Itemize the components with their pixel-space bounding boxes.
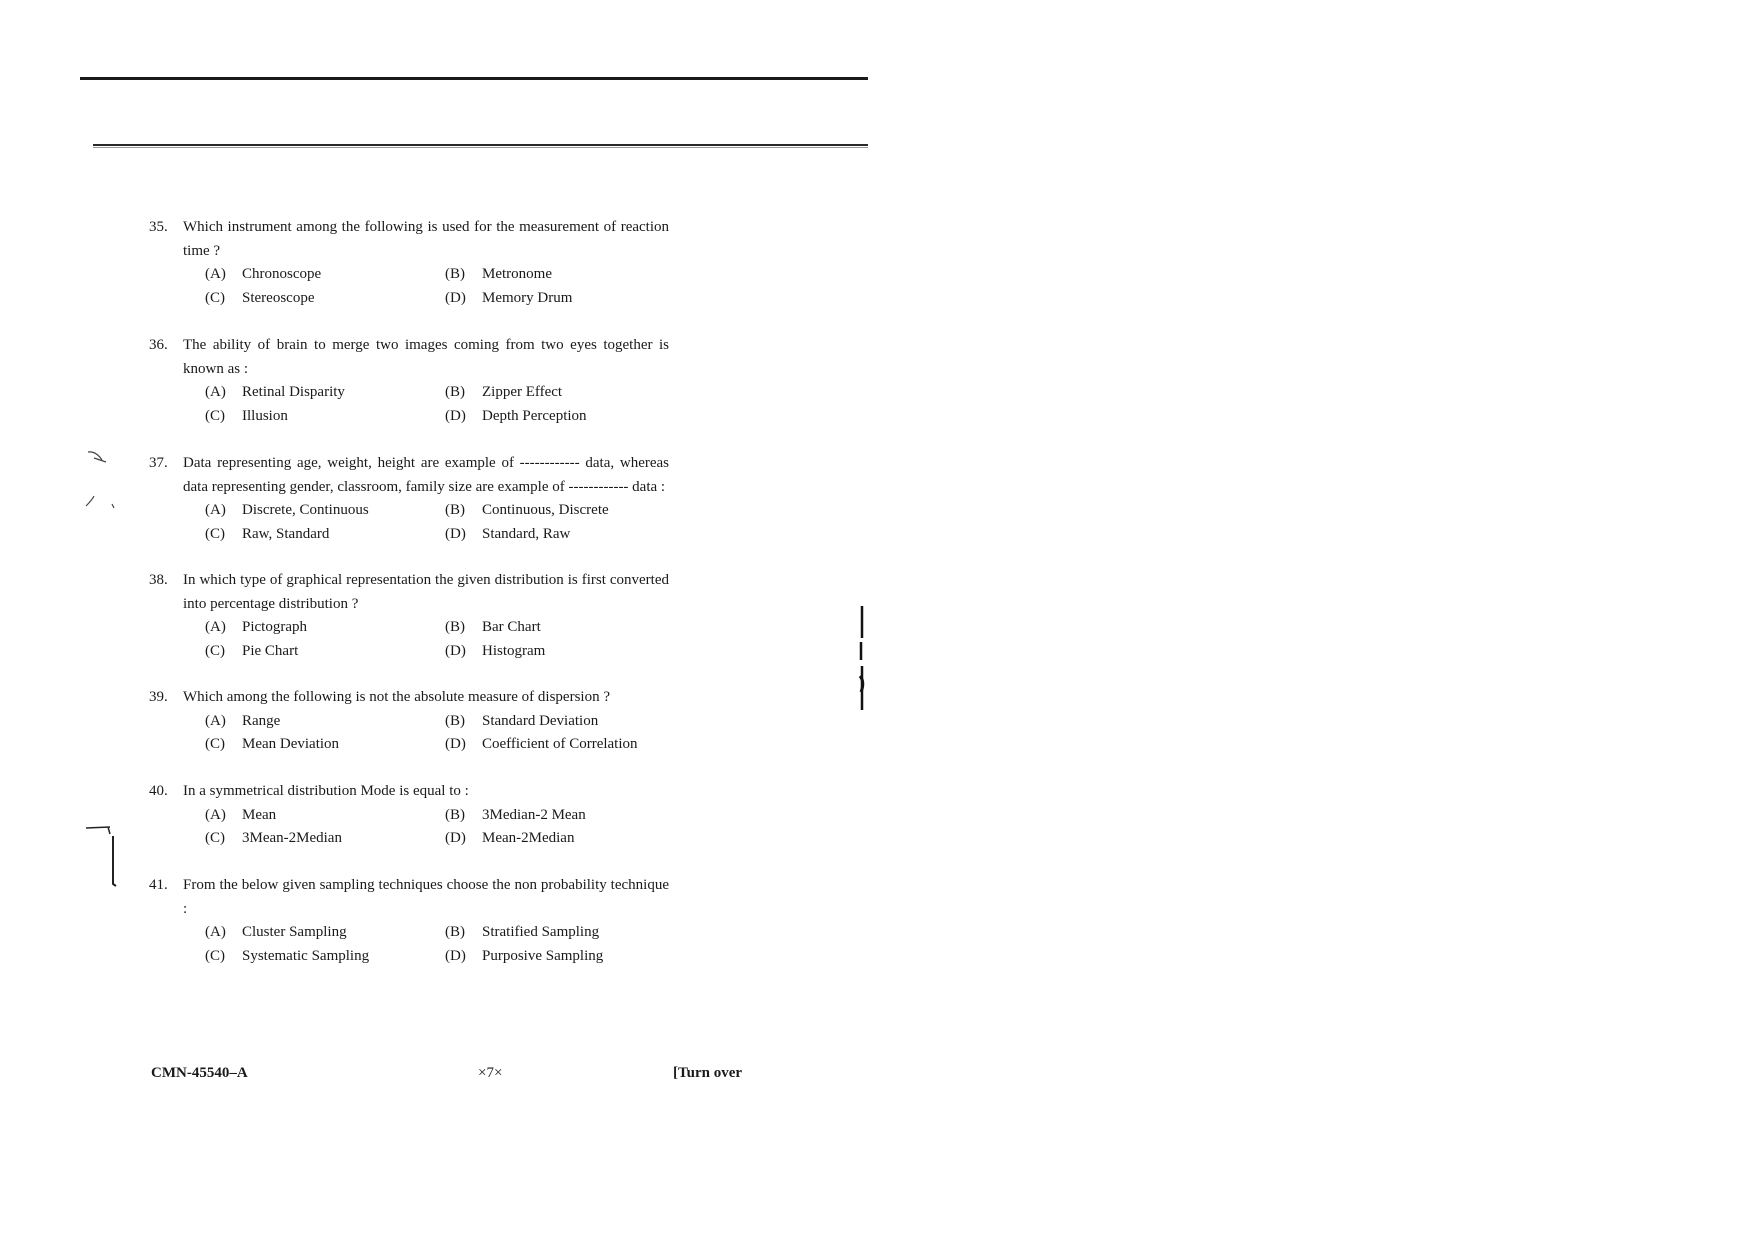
question-36 [149,334,669,428]
question-number: 39. [149,689,168,705]
option-d: (D) Purposive Sampling [445,947,604,964]
paper-code: CMN-45540–A [151,1065,248,1081]
option-b: (B) Standard Deviation [445,712,599,729]
option-b: (B) Continuous, Discrete [445,502,609,518]
question-text: Which among the following is not the absolute measure of dispersion ? [183,689,610,705]
question-text: In which type of graphical representation the given distribution is first converted into percentage distribution ? [183,572,669,612]
question-number: 37. [149,455,168,471]
page-number: ×7× [478,1065,503,1081]
scan-artifact-left-top [84,446,124,516]
option-a: (A) Retinal Disparity [205,384,345,400]
question-35 [149,216,669,310]
option-c: (C) Pie Chart [205,642,299,659]
option-c: (C) Stereoscope [205,289,315,306]
option-d: (D) Depth Perception [445,407,587,424]
question-number: 35. [149,219,168,235]
option-d: (D) Standard, Raw [445,525,571,542]
option-a: (A) Cluster Sampling [205,924,347,940]
question-text: The ability of brain to merge two images coming from two eyes together is known as : [183,337,669,377]
question-40 [149,780,669,851]
option-c: (C) Systematic Sampling [205,947,370,964]
question-39 [149,686,669,757]
option-c: (C) Mean Deviation [205,736,340,752]
scan-artifact-right [856,604,868,714]
question-number: 38. [149,572,168,588]
question-41 [149,874,669,968]
turn-over-label: [Turn over [673,1065,743,1081]
option-b: (B) Stratified Sampling [445,924,600,940]
question-number: 40. [149,783,168,799]
question-text: Data representing age, weight, height are example of ------------ data, whereas data representing gender, classroom, family size are example of ------------ data : [183,455,669,495]
option-c: (C) Illusion [205,407,288,424]
scan-artifact-left-bracket [80,822,120,890]
option-a: (A) Discrete, Continuous [205,502,369,518]
question-text: In a symmetrical distribution Mode is equal to : [183,783,469,799]
header-rule-top [80,77,868,80]
option-c: (C) 3Mean-2Median [205,830,342,846]
option-d: (D) Memory Drum [445,289,573,306]
option-b: (B) Bar Chart [445,619,541,635]
option-d: (D) Coefficient of Correlation [445,736,638,752]
question-37 [149,452,669,546]
option-b: (B) Zipper Effect [445,384,563,400]
option-b: (B) 3Median-2 Mean [445,806,586,823]
header-rule-second [93,144,868,146]
option-d: (D) Histogram [445,642,546,659]
option-a: (A) Mean [205,806,277,823]
option-a: (A) Range [205,712,281,729]
question-text: Which instrument among the following is used for the measurement of reaction time ? [183,219,669,259]
option-b: (B) Metronome [445,266,552,282]
option-a: (A) Chronoscope [205,266,322,282]
question-38 [149,569,669,663]
option-d: (D) Mean-2Median [445,830,575,846]
option-a: (A) Pictograph [205,619,307,635]
question-number: 36. [149,337,168,353]
question-number: 41. [149,877,168,893]
option-c: (C) Raw, Standard [205,525,330,542]
question-text: From the below given sampling techniques choose the non probability technique : [183,877,669,917]
